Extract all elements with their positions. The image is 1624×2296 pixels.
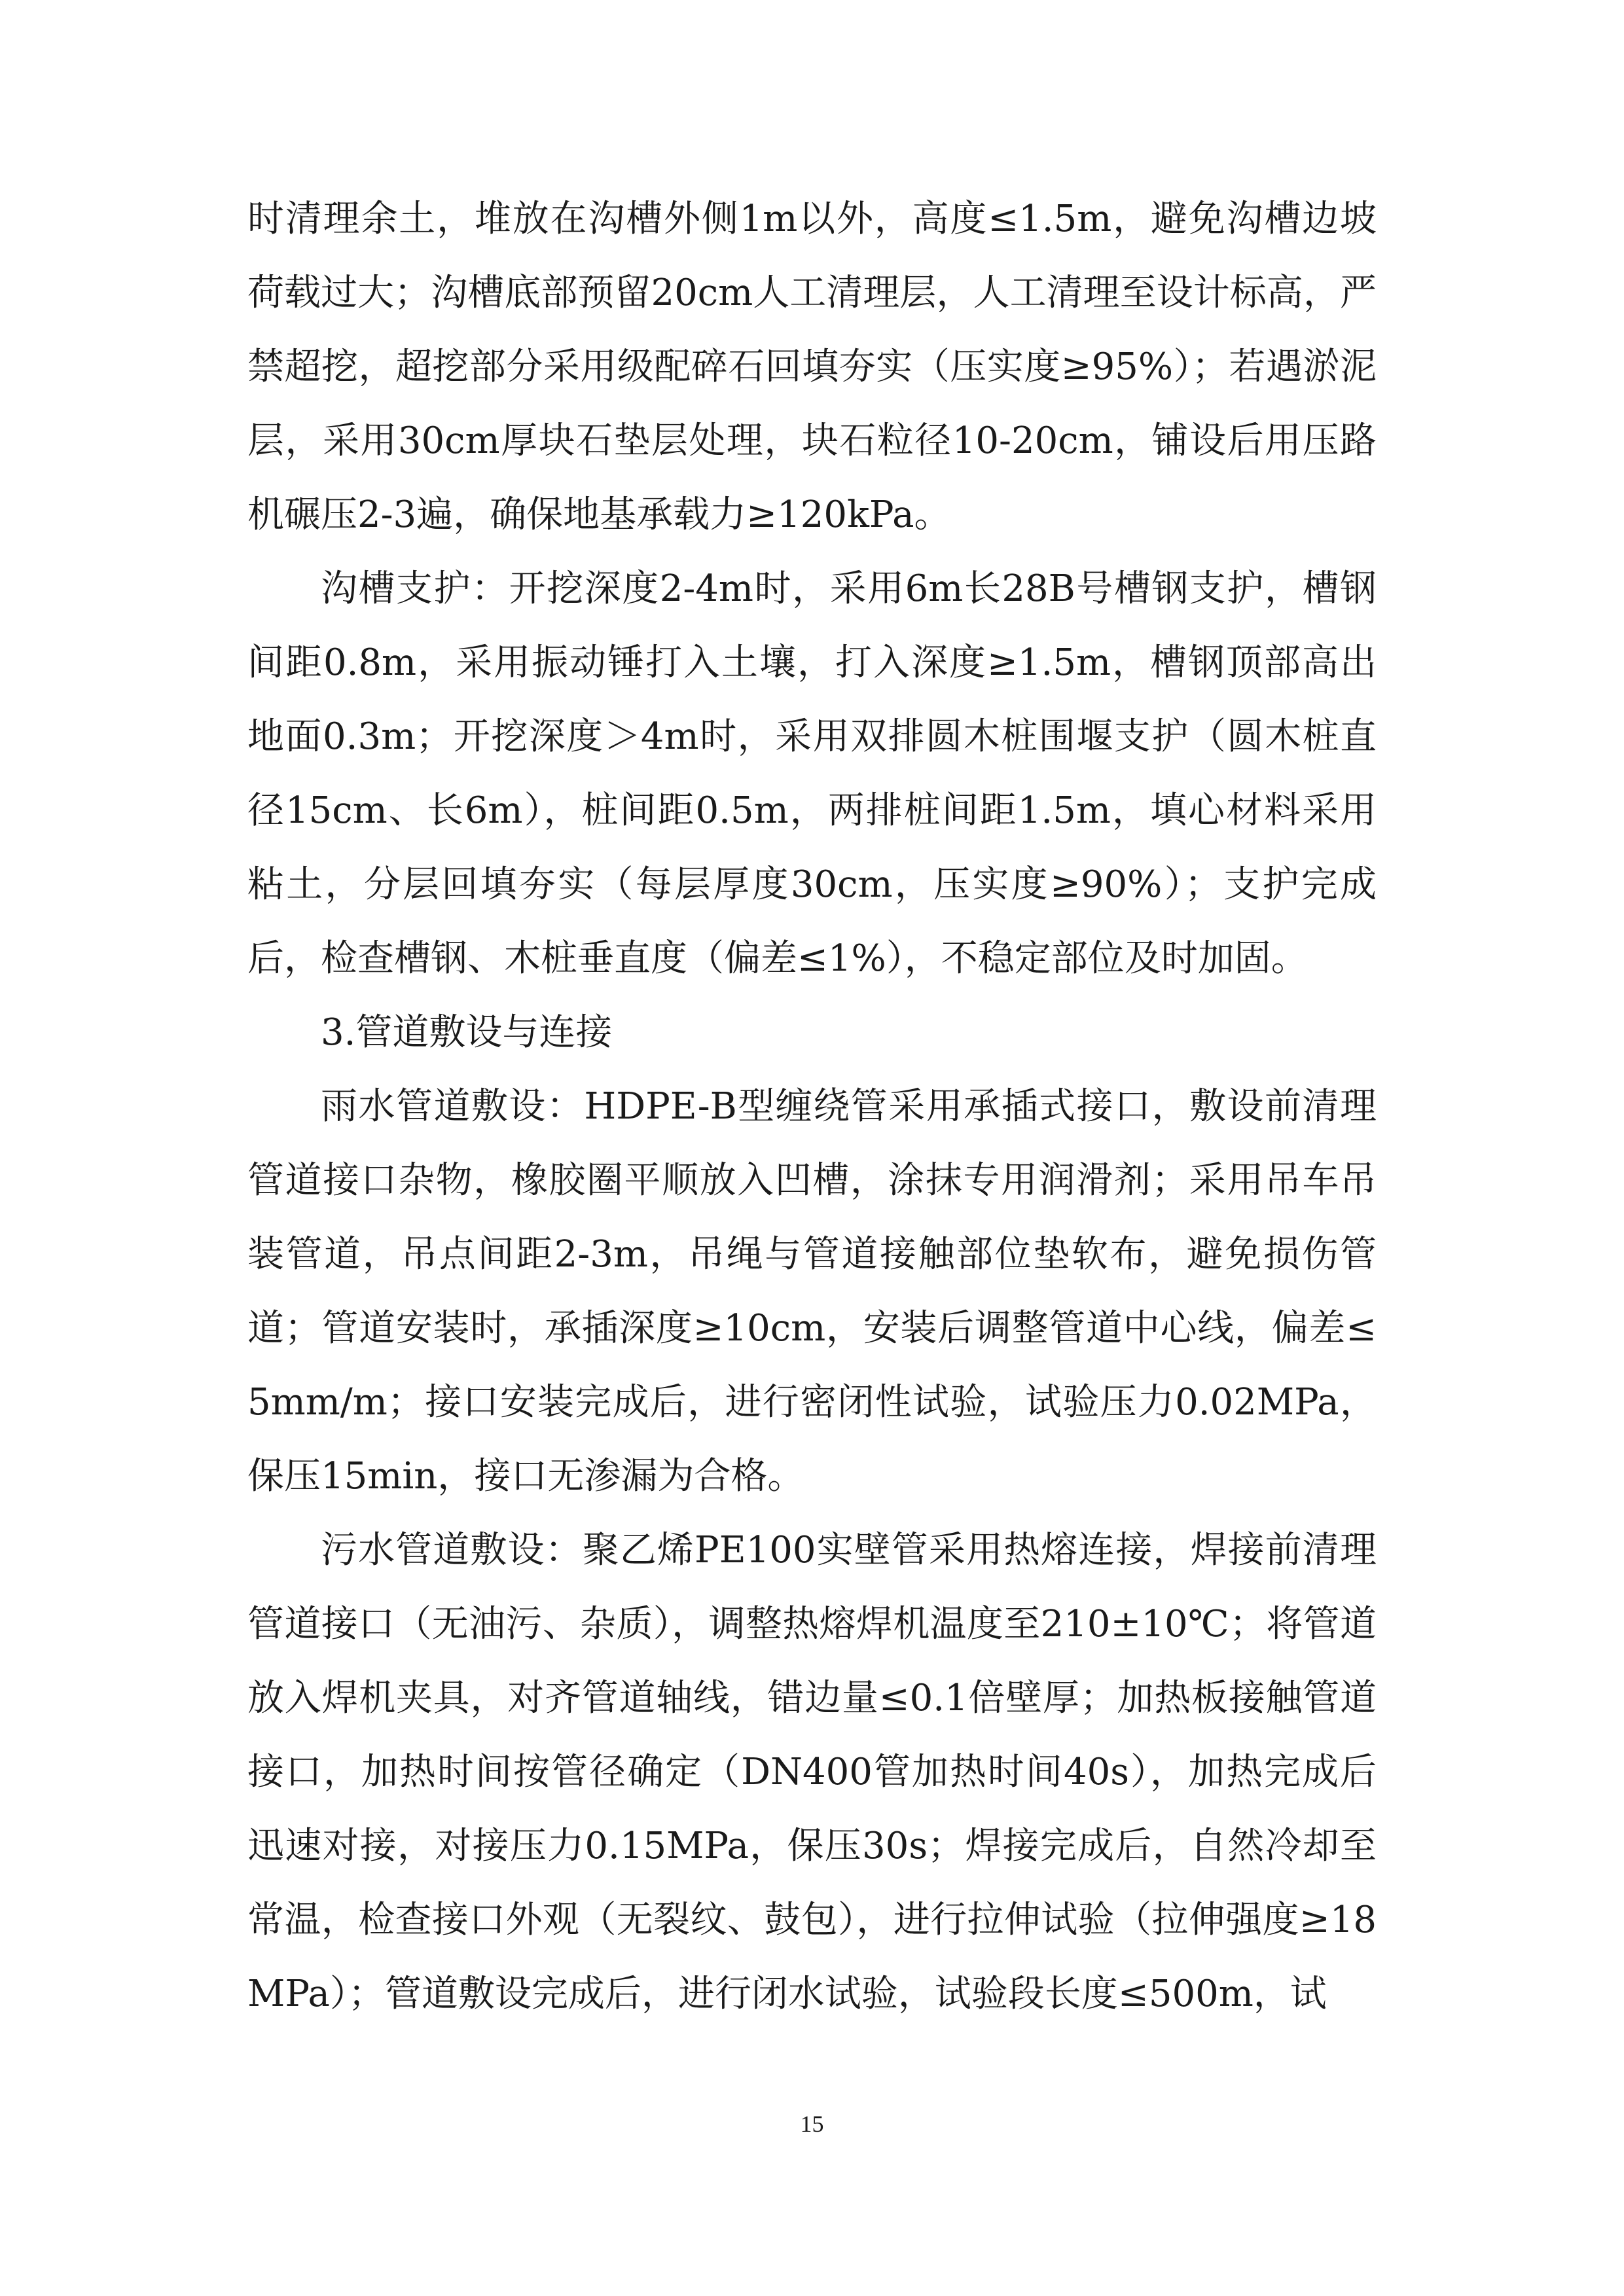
page-number: 15	[800, 2111, 824, 2137]
paragraph-sewage-pipe: 污水管道敷设：聚乙烯PE100实壁管采用热熔连接，焊接前清理管道接口（无油污、杂质），调整热熔焊机温度至210±10℃；将管道放入焊机夹具，对齐管道轴线，错边量≤0.1倍壁厚；加热板接触管道接口，加热时间按管径确定（DN400管加热时间40s），加热完成后迅速对接，对接压力0.15MPa，保压30s；焊接完成后，自然冷却至常温，检查接口外观（无裂纹、鼓包），进行拉伸试验（拉伸强度≥18MPa）；管道敷设完成后，进行闭水试验，试验段长度≤500m，试	[247, 1529, 1377, 2015]
paragraph-rainwater-pipe: 雨水管道敷设：HDPE-B型缠绕管采用承插式接口，敷设前清理管道接口杂物，橡胶圈平顺放入凹槽，涂抹专用润滑剂；采用吊车吊装管道，吊点间距2-3m，吊绳与管道接触部位垫软布，避免损伤管道；管道安装时，承插深度≥10cm，安装后调整管道中心线，偏差≤5mm/m；接口安装完成后，进行密闭性试验，试验压力0.02MPa，保压15min，接口无渗漏为合格。	[247, 1085, 1377, 1498]
paragraph-trench-cleanup: 时清理余土，堆放在沟槽外侧1m以外，高度≤1.5m，避免沟槽边坡荷载过大；沟槽底部预留20cm人工清理层，人工清理至设计标高，严禁超挖，超挖部分采用级配碎石回填夯实（压实度≥95%）；若遇淤泥层，采用30cm厚块石垫层处理，块石粒径10-20cm，铺设后用压路机碾压2-3遍，确保地基承载力≥120kPa。	[247, 198, 1377, 536]
section-heading-pipe-laying: 3.管道敷设与连接	[321, 1011, 613, 1054]
body-text	[247, 182, 1377, 2031]
paragraph-trench-support: 沟槽支护：开挖深度2-4m时，采用6m长28B号槽钢支护，槽钢间距0.8m，采用振动锤打入土壤，打入深度≥1.5m，槽钢顶部高出地面0.3m；开挖深度＞4m时，采用双排圆木桩围堰支护（圆木桩直径15cm、长6m），桩间距0.5m，两排桩间距1.5m，填心材料采用粘土，分层回填夯实（每层厚度30cm，压实度≥90%）；支护完成后，检查槽钢、木桩垂直度（偏差≤1%），不稳定部位及时加固。	[247, 567, 1377, 980]
